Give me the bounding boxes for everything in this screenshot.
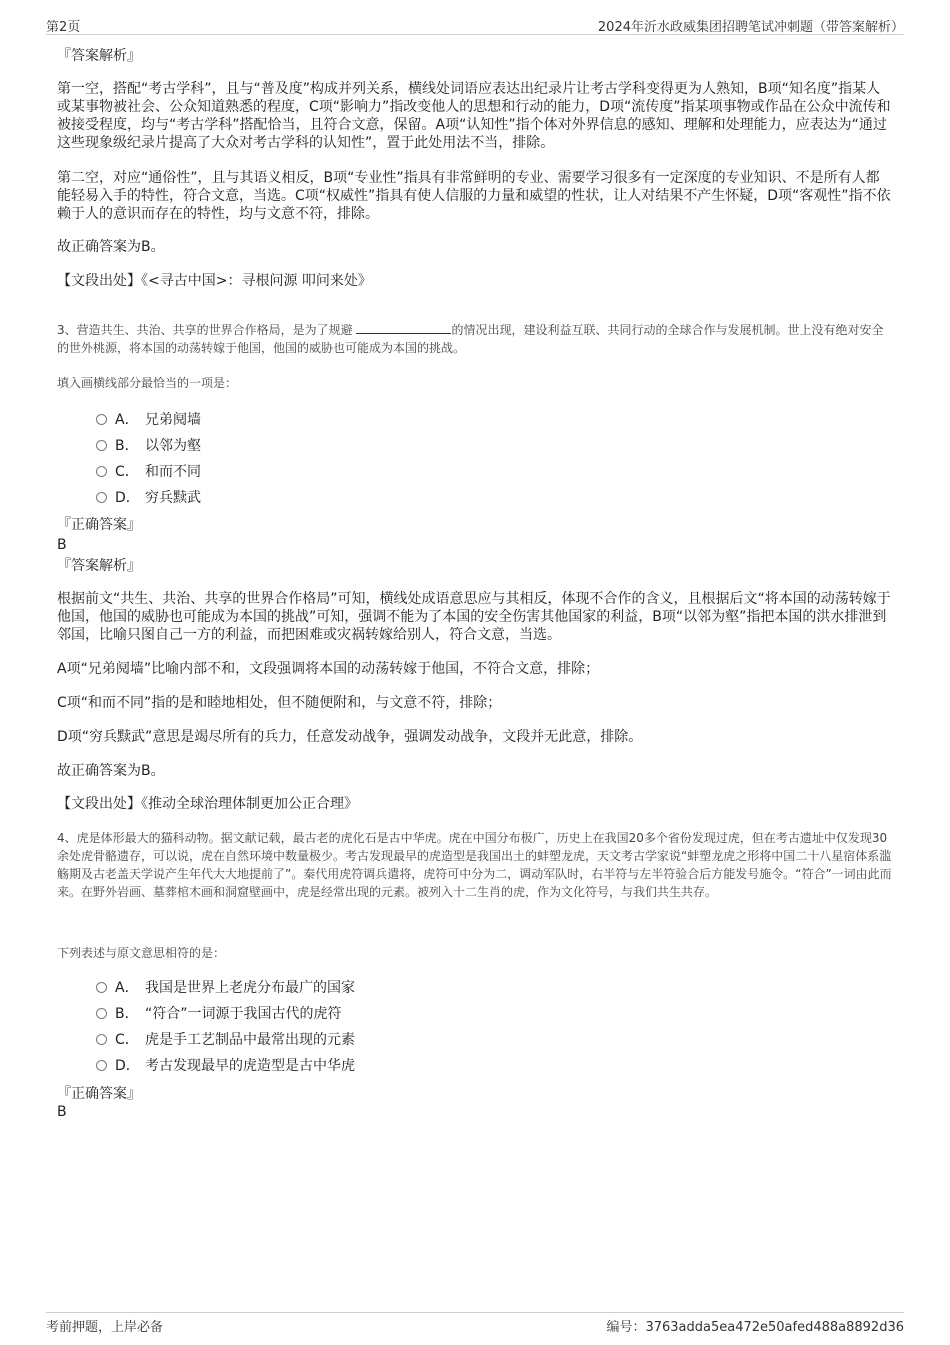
q2-analysis-label: 『答案解析』 (57, 48, 141, 64)
document-title: 2024年沂水政威集团招聘笔试冲刺题（带答案解析） (597, 20, 904, 35)
footer-slogan: 考前押题，上岸必备 (46, 1320, 164, 1335)
q3-source: 【文段出处】《推动全球治理体制更加公正合理》 (57, 796, 358, 812)
q3-stem-post: 的情况出现，建设利益互联、共同行动的全球合作与发展机制。世上没有绝对安全的世外桃源，将本国的动荡转嫁于他国，他国的威胁也可能成为本国的挑战。 (57, 323, 884, 355)
q3-option-c[interactable]: C． 和而不同 (96, 463, 201, 481)
q3-analysis-paragraph-3: C项“和而不同”指的是和睦地相处，但不随便附和，与文意不符，排除； (57, 695, 502, 711)
q2-source: 【文段出处】《<寻古中国>：寻根问源 叩问来处》 (57, 273, 372, 289)
page-footer (46, 1312, 904, 1335)
q3-option-b[interactable]: B． 以邻为壑 (96, 437, 201, 455)
page-header (46, 14, 904, 35)
q3-option-a[interactable]: A． 兄弟阋墙 (96, 411, 201, 429)
document-code: 编号：3763adda5ea472e50afed488a8892d36 (606, 1320, 904, 1335)
q3-prompt: 填入画横线部分最恰当的一项是： (57, 376, 238, 390)
q3-option-d[interactable]: D． 穷兵黩武 (96, 489, 201, 507)
q4-prompt: 下列表述与原文意思相符的是： (57, 946, 226, 960)
q3-stem-pre: 3、营造共生、共治、共享的世界合作格局，是为了规避 (57, 323, 353, 337)
page-number: 第2页 (46, 20, 81, 35)
q4-option-c[interactable]: C． 虎是手工艺制品中最常出现的元素 (96, 1031, 355, 1049)
q3-blank (356, 320, 451, 334)
q3-answer: B (57, 537, 67, 553)
q4-option-d[interactable]: D． 考古发现最早的虎造型是古中华虎 (96, 1057, 355, 1075)
radio-icon[interactable] (96, 1008, 107, 1019)
q2-analysis-paragraph-1: 第一空，搭配“考古学科”，且与“普及度”构成并列关系，横线处词语应表达出纪录片让考古学科变得更为人熟知，B项“知名度”指某人或某事物被社会、公众知道熟悉的程度，C项“影响力”指改变他人的思想和行动的能力，D项“流传度”指某项事物或作品在公众中流传和被接受程度，均与“考古学科”搭配恰当，且符合文意，保留。A项“认知性”指个体对外界信息的感知、理解和处理能力，应表达为“通过这些现象级纪录片提高了大众对考古学科的认知性”，置于此处用法不当，排除。 (57, 81, 891, 151)
radio-icon[interactable] (96, 440, 107, 451)
q4-option-a[interactable]: A． 我国是世界上老虎分布最广的国家 (96, 979, 355, 997)
radio-icon[interactable] (96, 1060, 107, 1071)
q2-analysis-paragraph-2: 第二空，对应“通俗性”，且与其语义相反，B项“专业性”指具有非常鲜明的专业、需要学习很多有一定深度的专业知识、不是所有人都能轻易入手的特性，符合文意，当选。C项“权威性”指具有使人信服的力量和威望的性状，让人对结果不产生怀疑，D项“客观性”指不依赖于人的意识而存在的特性，均与文意不符，排除。 (57, 170, 891, 222)
q3-stem (57, 320, 892, 357)
q2-conclusion: 故正确答案为B。 (57, 239, 165, 255)
q4-stem: 4、虎是体形最大的猫科动物。据文献记载，最古老的虎化石是古中华虎。虎在中国分布极广，历史上在我国20多个省份发现过虎，但在考古遗址中仅发现30余处虎骨骼遗存，可以说，虎在自然环境中数量极少。考古发现最早的虎造型是我国出土的蚌塑龙虎，天文考古学家说“蚌塑龙虎之形将中国二十八星宿体系滥觞期及古老盖天学说产生年代大大地提前了”。秦代用虎符调兵遣将，虎符可中分为二，调动军队时，右半符与左半符验合后方能发号施令。“符合”一词由此而来。在野外岩画、墓葬棺木画和洞窟壁画中，虎是经常出现的元素。被列入十二生肖的虎，作为文化符号，与我们共生共存。 (57, 831, 892, 899)
radio-icon[interactable] (96, 492, 107, 503)
radio-icon[interactable] (96, 414, 107, 425)
q3-answer-label: 『正确答案』 (57, 517, 141, 533)
q4-option-b[interactable]: B． “符合”一词源于我国古代的虎符 (96, 1005, 342, 1023)
q4-answer-label: 『正确答案』 (57, 1086, 141, 1102)
q4-answer: B (57, 1104, 67, 1120)
q3-analysis-label: 『答案解析』 (57, 558, 141, 574)
q3-analysis-paragraph-1: 根据前文“共生、共治、共享的世界合作格局”可知，横线处成语意思应与其相反，体现不合作的含义，且根据后文“将本国的动荡转嫁于他国，他国的威胁也可能成为本国的挑战”可知，强调不能为了本国的安全伤害其他国家的利益，B项“以邻为壑”指把本国的洪水排泄到邻国，比喻只图自己一方的利益，而把困难或灾祸转嫁给别人，符合文意，当选。 (57, 591, 891, 643)
q3-analysis-paragraph-2: A项“兄弟阋墙”比喻内部不和，文段强调将本国的动荡转嫁于他国，不符合文意，排除； (57, 661, 600, 677)
q3-conclusion: 故正确答案为B。 (57, 763, 165, 779)
radio-icon[interactable] (96, 1034, 107, 1045)
radio-icon[interactable] (96, 982, 107, 993)
radio-icon[interactable] (96, 466, 107, 477)
q3-analysis-paragraph-4: D项“穷兵黩武”意思是竭尽所有的兵力，任意发动战争，强调发动战争，文段并无此意，排除。 (57, 729, 643, 745)
